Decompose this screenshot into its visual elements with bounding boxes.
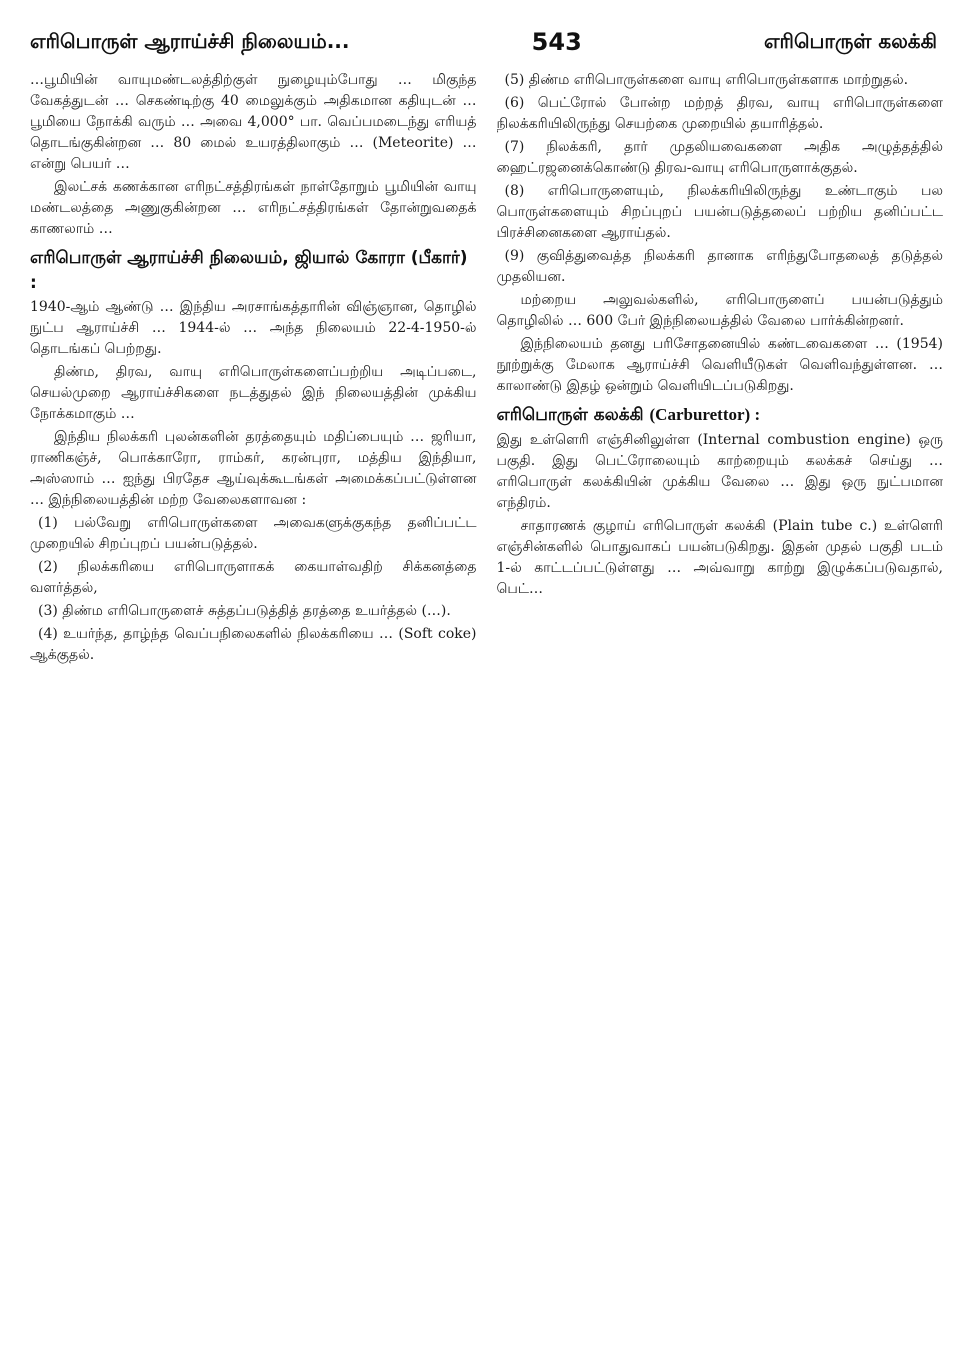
left-paragraph-5: இந்திய நிலக்கரி புலன்களின் தரத்தையும் மதிப்பையும் … ஜரியா, ராணிகஞ்ச், பொக்காரோ, ராம்கர், கரன்புரா, மத்திய இந்தியா, அஸ்ஸாம் … ஐந்து பிரதேச ஆய்வுக்கூடங்கள் அமைக்கப்பட்டுள்ளன … இந்நிலையத்தின் மற்ற வேலைகளாவன : bbox=[30, 429, 477, 509]
list-item-3: (3) திண்ம எரிபொருளைச் சுத்தப்படுத்தித் தரத்தை உயர்த்தல் (…). bbox=[38, 603, 451, 620]
left-paragraph-3: 1940-ஆம் ஆண்டு … இந்திய அரசாங்கத்தாரின் விஞ்ஞான, தொழில் நுட்ப ஆராய்ச்சி … 1944-ல் … அந்த நிலையம் 22-4-1950-ல் தொடங்கப் பெற்றது. bbox=[30, 299, 477, 358]
list-item-7: (7) நிலக்கரி, தார் முதலியவைகளை அதிக அழுத்தத்தில் ஹைட்ரஜனைக்கொண்டு திரவ-வாயு எரிபொருளாக்குதல். bbox=[496, 139, 943, 176]
section-heading-fuel-research-station: எரிபொருள் ஆராய்ச்சி நிலையம், ஜியால் கோரா (பீகார்) : bbox=[30, 248, 468, 293]
header-right-title: எரிபொருள் கலக்கி bbox=[763, 28, 937, 53]
list-item-2: (2) நிலக்கரியை எரிபொருளாகக் கையாள்வதிற் சிக்கனத்தை வளர்த்தல், bbox=[30, 559, 477, 597]
left-paragraph-4: திண்ம, திரவ, வாயு எரிபொருள்களைப்பற்றிய அடிப்படை, செயல்முறை ஆராய்ச்சிகளை நடத்துதல் இந் நிலையத்தின் முக்கிய நோக்கமாகும் … bbox=[30, 364, 477, 423]
right-paragraph-2: இந்நிலையம் தனது பரிசோதனையில் கண்டவைகளை … (1954) நூற்றுக்கு மேலாக ஆராய்ச்சி வெளியீடுகள் வெளிவந்துள்ளன. … காலாண்டு இதழ் ஒன்றும் வெளியிடப்படுகிறது. bbox=[496, 336, 943, 394]
header-left-title: எரிபொருள் ஆராய்ச்சி நிலையம்... bbox=[30, 28, 350, 53]
right-paragraph-1: மற்றைய அலுவல்களில், எரிபொருளைப் பயன்படுத்தும் தொழிலில் … 600 பேர் இந்நிலையத்தில் வேலை பார்க்கின்றனர். bbox=[496, 292, 943, 329]
carburettor-heading-latin: (Carburettor) : bbox=[649, 405, 761, 424]
page-header bbox=[30, 22, 937, 62]
list-item-5: (5) திண்ம எரிபொருள்களை வாயு எரிபொருள்களாக மாற்றுதல். bbox=[504, 72, 909, 88]
right-column bbox=[497, 70, 944, 1348]
list-item-6: (6) பெட்ரோல் போன்ற மற்றத் திரவ, வாயு எரிபொருள்களை நிலக்கரியிலிருந்து செயற்கை முறையில் தயாரித்தல். bbox=[496, 95, 943, 132]
list-item-8: (8) எரிபொருளையும், நிலக்கரியிலிருந்து உண்டாகும் பல பொருள்களையும் சிறப்புறப் பயன்படுத்தலைப் பற்றிய தனிப்பட்ட பிரச்சினைகளை ஆராய்தல். bbox=[496, 183, 943, 241]
list-item-9: (9) குவித்துவைத்த நிலக்கரி தானாக எரிந்துபோதலைத் தடுத்தல் முதலியன. bbox=[496, 248, 943, 285]
list-item-1: (1) பல்வேறு எரிபொருள்களை அவைகளுக்குகந்த தனிப்பட்ட முறையில் சிறப்புறப் பயன்படுத்தல். bbox=[30, 515, 477, 553]
text-columns bbox=[30, 70, 943, 1348]
section-heading-carburettor bbox=[497, 403, 944, 428]
right-paragraph-4: சாதாரணக் குழாய் எரிபொருள் கலக்கி (Plain tube c.) உள்ளெரி எஞ்சின்களில் பொதுவாகப் பயன்படுகிறது. இதன் முதல் பகுதி படம் 1-ல் காட்டப்பட்டுள்ளது … அவ்வாறு காற்று இழுக்கப்படுவதால், பெட்… bbox=[496, 517, 943, 597]
list-item-4: (4) உயர்ந்த, தாழ்ந்த வெப்பநிலைகளில் நிலக்கரியை … (Soft coke) ஆக்குதல். bbox=[30, 626, 477, 664]
page-number: 543 bbox=[531, 28, 582, 56]
carburettor-heading-tamil: எரிபொருள் கலக்கி bbox=[496, 405, 644, 425]
left-paragraph-2: இலட்சக் கணக்கான எரிநட்சத்திரங்கள் நாள்தோறும் பூமியின் வாயு மண்டலத்தை அணுகுகின்றன … எரிநட்சத்திரங்கள் தோன்றுவதைக் காணலாம் … bbox=[30, 179, 477, 237]
left-column bbox=[30, 70, 477, 1348]
right-paragraph-3: இது உள்ளெரி எஞ்சினிலுள்ள (Internal combustion engine) ஒரு பகுதி. இது பெட்ரோலையும் காற்றையும் கலக்கச் செய்து … எரிபொருள் கலக்கியின் முக்கிய வேலை … இது ஒரு நுட்பமான எந்திரம். bbox=[496, 431, 943, 511]
left-paragraph-1: …பூமியின் வாயுமண்டலத்திற்குள் நுழையும்போது … மிகுந்த வேகத்துடன் … செகண்டிற்கு 40 மைலுக்கும் அதிகமான கதியுடன் … பூமியை நோக்கி வரும் … அவை 4,000° பா. வெப்பமடைந்து எரியத் தொடங்குகின்றன … 80 மைல் உயரத்திலாகும் … (Meteorite) … என்று பெயர் … bbox=[30, 72, 477, 172]
